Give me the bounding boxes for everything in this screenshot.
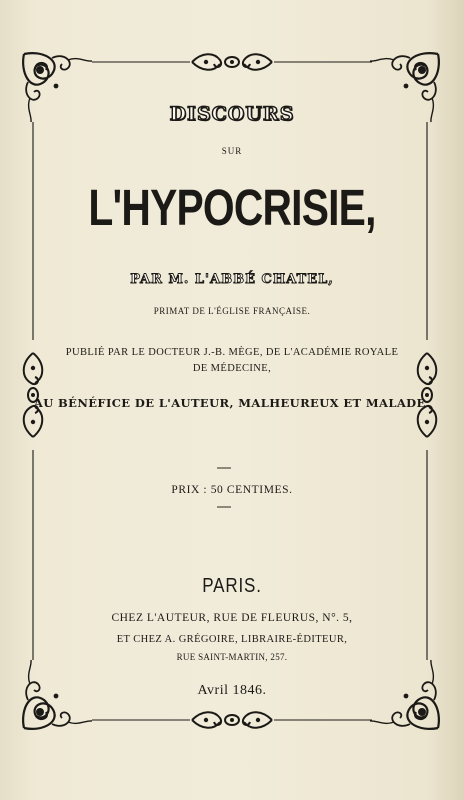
book-title: L'HYPOCRISIE,: [88, 179, 376, 236]
publisher-line-continued: DE MÉDECINE,: [192, 363, 272, 374]
heading-sur: SUR: [221, 146, 243, 156]
publisher-line: PUBLIÉ PAR LE DOCTEUR J.-B. MÈGE, DE L'ACADÉMIE ROYALE: [65, 347, 399, 358]
imprint-address: RUE SAINT-MARTIN, 257.: [176, 652, 288, 662]
heading-discours: DISCOURS: [169, 103, 295, 125]
benefit-line: AU BÉNÉFICE DE L'AUTEUR, MALHEUREUX ET MALADE.: [33, 396, 431, 410]
author-title: PRIMAT DE L'ÉGLISE FRANÇAISE.: [153, 306, 311, 316]
publication-date: Avril 1846.: [197, 683, 267, 698]
center-flourish-icon: [192, 54, 272, 70]
imprint-line-second: ET CHEZ A. GRÉGOIRE, LIBRAIRE-ÉDITEUR,: [116, 634, 348, 645]
center-flourish-icon: [192, 712, 272, 728]
imprint-line: CHEZ L'AUTEUR, RUE DE FLEURUS, N°. 5,: [111, 612, 353, 624]
author-line: PAR M. L'ABBÉ CHATEL,: [130, 272, 334, 287]
price-line: PRIX : 50 CENTIMES.: [171, 484, 293, 496]
imprint-city: PARIS.: [202, 575, 262, 597]
